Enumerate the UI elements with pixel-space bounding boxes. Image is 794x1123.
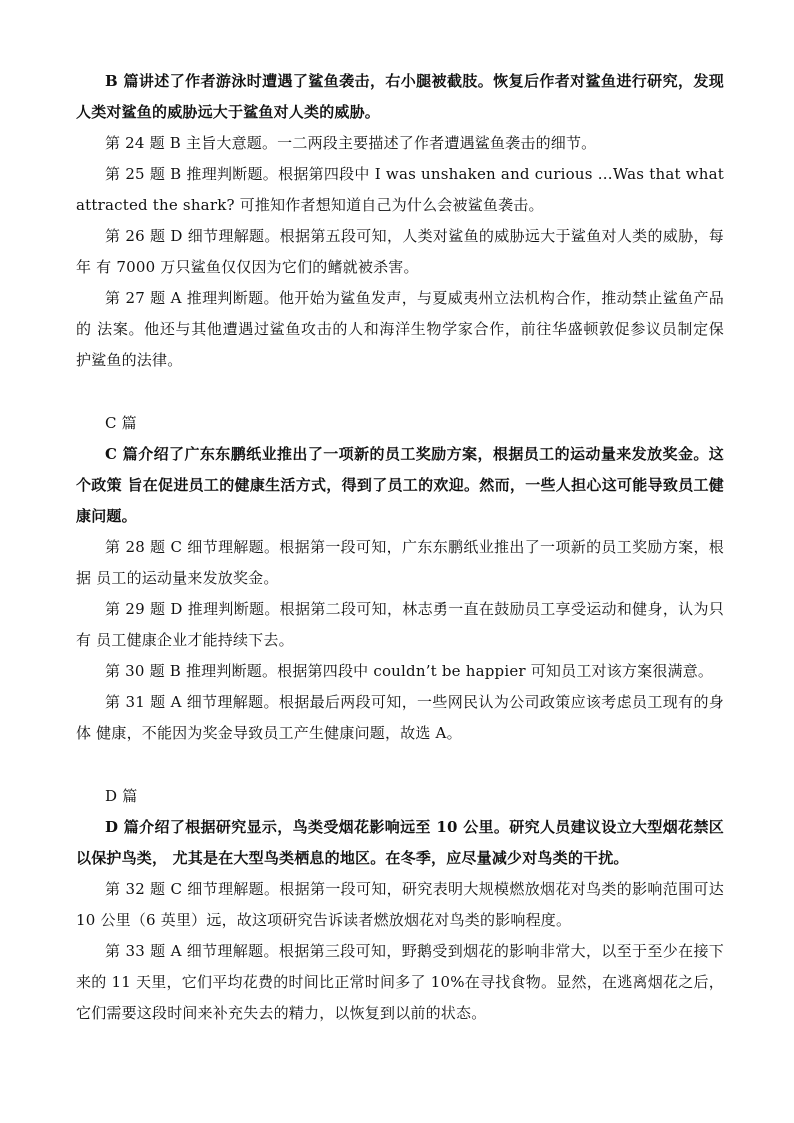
section-c-heading: C 篇 bbox=[105, 414, 137, 432]
section-b-summary: B 篇讲述了作者游泳时遭遇了鲨鱼袭击，右小腿被截肢。恢复后作者对鲨鱼进行研究，发现人类对鲨鱼的威胁远大于鲨鱼对人类的威胁。 bbox=[76, 72, 724, 121]
answer-33: 第 33 题 A 细节理解题。根据第三段可知，野鹅受到烟花的影响非常大，以至于至少在接下来的 11 天里，它们平均花费的时间比正常时间多了 10%在寻找食物。显然，在逃离烟花之后， 它们需要这段时间来补充失去的精力，以恢复到以前的状态。 bbox=[76, 942, 724, 1022]
answer-29: 第 29 题 D 推理判断题。根据第二段可知，林志勇一直在鼓励员工享受运动和健身，认为只有 员工健康企业才能持续下去。 bbox=[76, 600, 724, 649]
answer-25: 第 25 题 B 推理判断题。根据第四段中 I was unshaken and curious …Was that what attracted the shark? 可推知作者想知道自己为什么会被鲨鱼袭击。 bbox=[76, 165, 724, 214]
answer-24: 第 24 题 B 主旨大意题。一二两段主要描述了作者遭遇鲨鱼袭击的细节。 bbox=[105, 134, 597, 152]
section-gap bbox=[76, 749, 724, 781]
answer-28: 第 28 题 C 细节理解题。根据第一段可知，广东东鹏纸业推出了一项新的员工奖励方案，根据 员工的运动量来发放奖金。 bbox=[76, 538, 724, 587]
answer-27: 第 27 题 A 推理判断题。他开始为鲨鱼发声，与夏威夷州立法机构合作，推动禁止鲨鱼产品的 法案。他还与其他遭遇过鲨鱼攻击的人和海洋生物学家合作，前往华盛顿敦促参议员制定保 护鲨鱼的法律。 bbox=[76, 289, 724, 369]
answer-26: 第 26 题 D 细节理解题。根据第五段可知，人类对鲨鱼的威胁远大于鲨鱼对人类的威胁，每年 有 7000 万只鲨鱼仅仅因为它们的鳍就被杀害。 bbox=[76, 227, 724, 276]
answer-31: 第 31 题 A 细节理解题。根据最后两段可知，一些网民认为公司政策应该考虑员工现有的身体 健康，不能因为奖金导致员工产生健康问题，故选 A。 bbox=[76, 693, 724, 742]
answer-32: 第 32 题 C 细节理解题。根据第一段可知，研究表明大规模燃放烟花对鸟类的影响范围可达 10 公里（6 英里）远，故这项研究告诉读者燃放烟花对鸟类的影响程度。 bbox=[76, 880, 724, 929]
answer-30: 第 30 题 B 推理判断题。根据第四段中 couldn’t be happier 可知员工对该方案很满意。 bbox=[105, 662, 714, 680]
section-gap bbox=[76, 376, 724, 408]
section-c-summary: C 篇介绍了广东东鹏纸业推出了一项新的员工奖励方案，根据员工的运动量来发放奖金。这个政策 旨在促进员工的健康生活方式，得到了员工的欢迎。然而，一些人担心这可能导致员工健康问题。 bbox=[76, 445, 724, 525]
section-d-summary: D 篇介绍了根据研究显示，鸟类受烟花影响远至 10 公里。研究人员建议设立大型烟花禁区以保护鸟类， 尤其是在大型鸟类栖息的地区。在冬季，应尽量减少对鸟类的干扰。 bbox=[76, 818, 724, 867]
section-d-heading: D 篇 bbox=[105, 787, 138, 805]
document-page bbox=[76, 66, 724, 1029]
